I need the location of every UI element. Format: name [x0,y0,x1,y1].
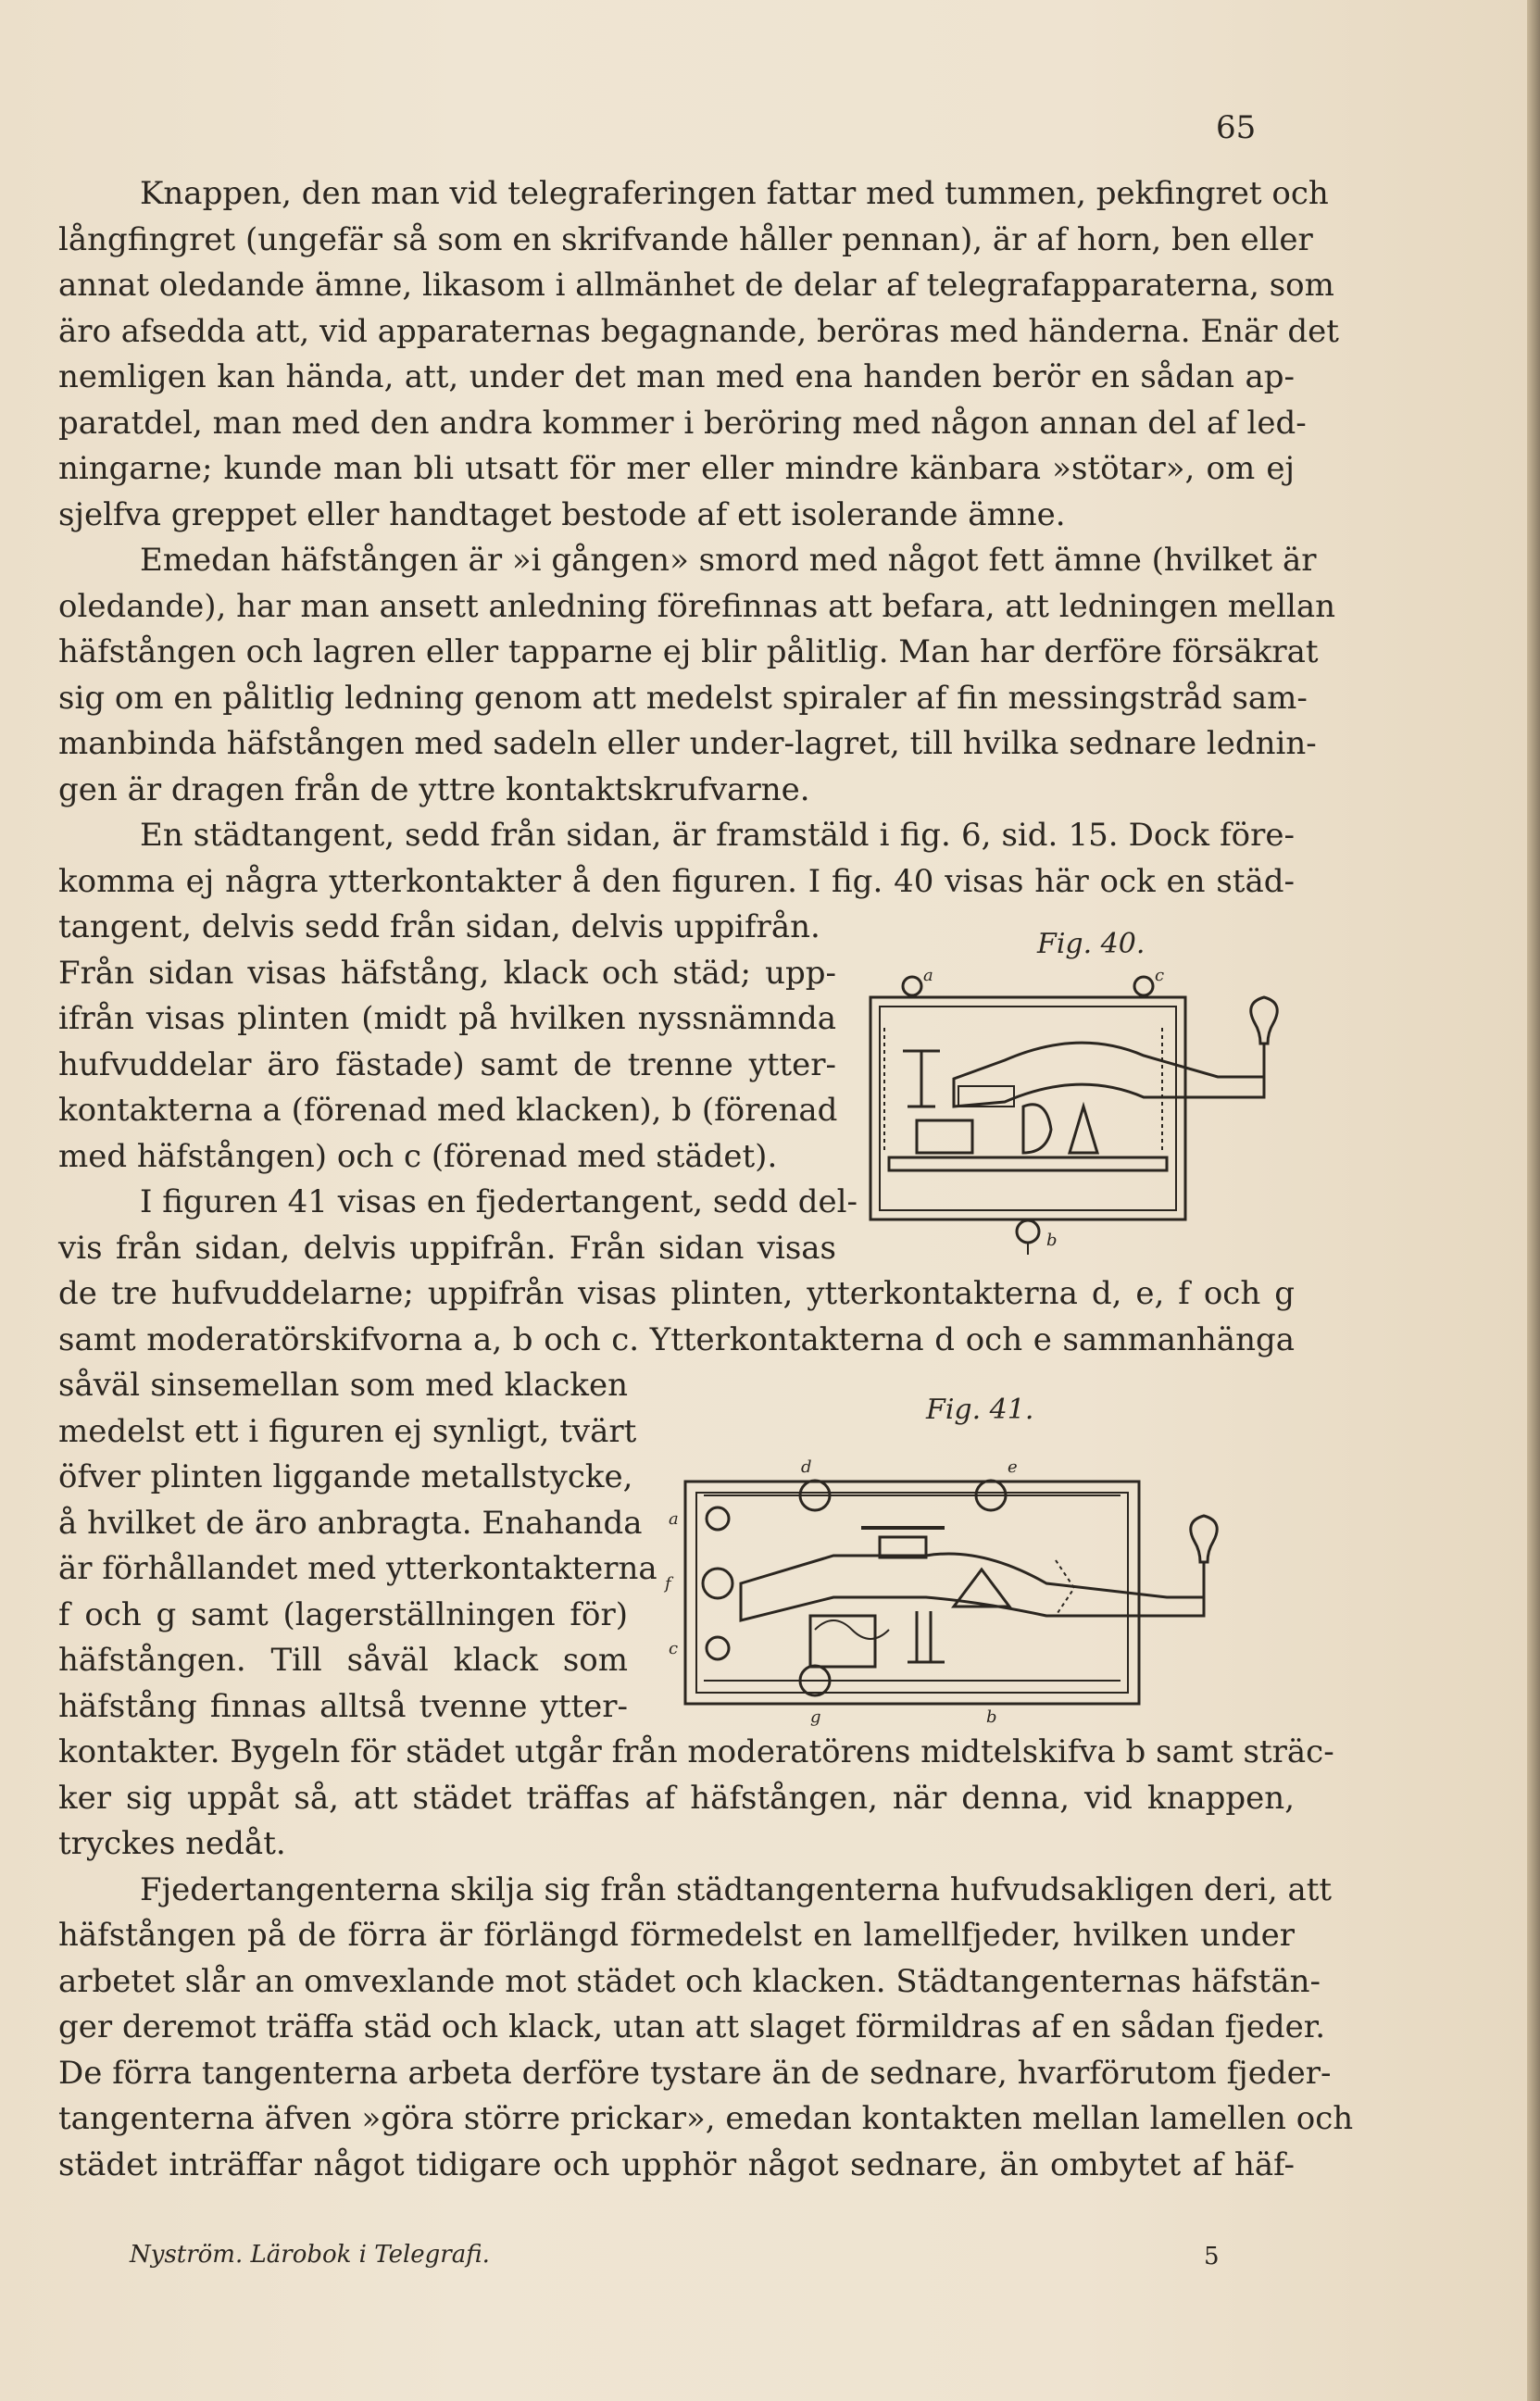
fig40-fulcrum [1070,1107,1097,1153]
fig41-label-f: f [665,1574,671,1594]
text-line: komma ej några ytterkontakter å den figuren. I fig. 40 visas här ock en städ- [58,862,1295,900]
text-line: de tre hufvuddelarne; uppifrån visas plinten, ytterkontakterna d, e, f och g [58,1275,1295,1312]
text-line: är förhållandet med ytterkontakterna [58,1550,657,1587]
fig41-moderator-c [707,1637,729,1659]
text-line: Knappen, den man vid telegraferingen fattar med tummen, pekfingret och [140,175,1329,212]
fig41-caption: Fig. 41. [926,1394,1034,1426]
text-line: f och g samt (lagerställningen för) [58,1595,628,1633]
text-line: arbetet slår an omvexlande mot städet och klacken. Städtangenternas häfstän- [58,1962,1321,2000]
page-edge [1527,0,1540,2401]
text-line: Från sidan visas häfstång, klack och städ; upp- [58,954,836,992]
paragraphs-middle [58,1271,1295,1363]
fig41-label-b: b [986,1707,997,1727]
fig40-label-b: b [1046,1231,1058,1250]
fig40-contact-b [1017,1220,1039,1243]
text-line: Emedan häfstången är »i gången» smord med något fett ämne (hvilket är [140,542,1317,579]
fig40-illustration [866,968,1292,1255]
text-line: med häfstången) och c (förenad med städet). [58,1137,778,1175]
fig40-knob [1251,997,1277,1044]
fig41-label-g: g [810,1707,821,1727]
text-line: I figuren 41 visas en fjedertangent, sedd del- [140,1183,858,1220]
fig40-anvil [917,1120,972,1153]
text-line: manbinda häfstången med sadeln eller under-lagret, till hvilka sednare lednin- [58,725,1317,762]
text-line: annat oledande ämne, likasom i allmänhet de delar af telegrafapparaterna, som [58,267,1334,304]
fig40-contact-a [903,977,921,995]
text-line: paratdel, man med den andra kommer i beröring med någon annan del af led- [58,404,1307,442]
fig41-spring-post [908,1611,945,1662]
fig41-lever [741,1554,1204,1620]
footer-signature-number: 5 [1204,2243,1220,2270]
fig41-illustration [648,1444,1296,1741]
text-line: städet inträffar något tidigare och upphör något sednare, än ombytet af häf- [58,2145,1295,2183]
text-line: sjelfva greppet eller handtaget bestode af ett isolerande ämne. [58,495,1066,533]
text-line: öfver plinten liggande metallstycke, [58,1458,633,1495]
text-line: tangent, delvis sedd från sidan, delvis uppifrån. [58,908,820,945]
text-line: ningarne; kunde man bli utsatt för mer eller mindre känbara »stötar», om ej [58,450,1295,487]
fig40-caption: Fig. 40. [1037,928,1146,960]
text-line: tryckes nedåt. [58,1825,286,1862]
text-line: äro afsedda att, vid apparaternas begagnande, beröras med händerna. Enär det [58,312,1339,350]
text-line: De förra tangenterna arbeta derföre tystare än de sednare, hvarförutom fjeder- [58,2054,1332,2092]
text-line: sig om en pålitlig ledning genom att medelst spiraler af fin messingstråd sam- [58,679,1308,717]
text-line: ifrån visas plinten (midt på hvilken nyssnämnda [58,1000,836,1037]
text-line: häfstången. Till såväl klack som [58,1642,628,1679]
fig41-label-e: e [1008,1457,1018,1477]
text-line: nemligen kan hända, att, under det man med ena handen berör en sådan ap- [58,358,1295,395]
text-line: långfingret (ungefär så som en skrifvande håller pennan), är af horn, ben eller [58,220,1313,258]
text-line: oledande), har man ansett anledning förefinnas att befara, att ledningen mellan [58,587,1336,625]
paragraphs-bottom [58,1730,1354,2188]
fig41-moderator-a [707,1507,729,1530]
fig40-klack [1023,1105,1051,1153]
text-line: medelst ett i figuren ej synligt, tvärt [58,1412,637,1450]
page-number: 65 [1216,109,1257,146]
fig40-stop-screw [903,1051,940,1107]
paragraphs-fig40 [58,905,858,1271]
text-line: häfstången och lagren eller tapparne ej blir pålitlig. Man har derföre försäkrat [58,633,1319,670]
text-line: samt moderatörskifvorna a, b och c. Ytterkontakterna d och e sammanhänga [58,1320,1295,1358]
fig40-baseplate [870,997,1185,1219]
fig40-base-side [889,1157,1167,1170]
fig40-contact-c [1134,977,1153,995]
text-line: gen är dragen från de yttre kontaktskrufvarne. [58,770,810,808]
footer-title: Nyström. Lärobok i Telegrafi. [130,2241,490,2269]
text-line: kontakterna a (förenad med klacken), b (förenad [58,1092,838,1129]
text-line: tangenterna äfven »göra större prickar», emedan kontakten mellan lamellen och [58,2100,1354,2137]
text-line: ker sig uppåt så, att städet träffas af häfstången, när denna, vid knappen, [58,1779,1295,1817]
text-line: ger deremot träffa städ och klack, utan att slaget förmildras af en sådan fjeder. [58,2008,1326,2045]
text-line: kontakter. Bygeln för städet utgår från moderatörens midtelskifva b samt sträc- [58,1733,1334,1770]
text-line: hufvuddelar äro fästade) samt de trenne ytter- [58,1045,836,1083]
text-line: häfstången på de förra är förlängd förmedelst en lamellfjeder, hvilken under [58,1917,1295,1954]
fig41-knob [1191,1516,1217,1562]
fig41-label-c: c [669,1639,679,1658]
text-line: Fjedertangenterna skilja sig från städtangenterna hufvudsakligen deri, att [140,1870,1333,1908]
fig41-label-a: a [669,1509,679,1529]
text-line: häfstång finnas alltså tvenne ytter- [58,1687,628,1725]
fig41-label-d: d [801,1457,812,1477]
text-line: å hvilket de äro anbragta. Enahanda [58,1504,643,1542]
fig40-lever [954,1043,1264,1107]
text-line: En städtangent, sedd från sidan, är framstäld i fig. 6, sid. 15. Dock före- [140,817,1295,854]
fig41-contact-f [703,1569,732,1598]
paragraphs-fig41 [58,1363,657,1730]
fig40-label-a: a [923,968,933,985]
text-line: såväl sinsemellan som med klacken [58,1367,628,1404]
paragraphs-top [58,171,1339,905]
text-line: vis från sidan, delvis uppifrån. Från sidan visas [58,1229,836,1267]
fig40-label-c: c [1155,968,1165,985]
